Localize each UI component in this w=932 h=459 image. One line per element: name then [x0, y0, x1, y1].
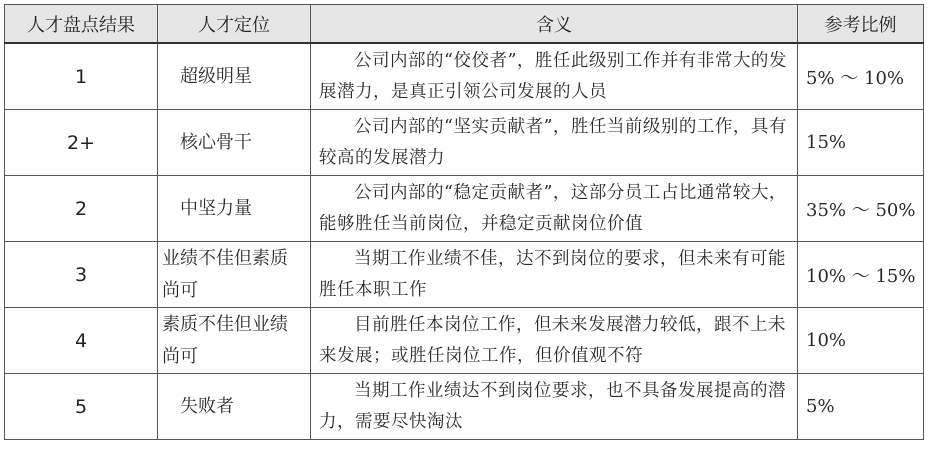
- cell-result: 2+: [5, 110, 158, 176]
- header-meaning: 含义: [311, 5, 798, 44]
- cell-position: 核心骨干: [158, 110, 311, 176]
- header-row: [5, 5, 924, 44]
- cell-ratio: 5% ～ 10%: [798, 43, 924, 110]
- table-row: [5, 374, 924, 440]
- talent-review-table-wrapper: [4, 4, 923, 440]
- cell-ratio: 5%: [798, 374, 924, 440]
- table-body: [5, 43, 924, 440]
- table-row: [5, 242, 924, 308]
- cell-meaning: 目前胜任本岗位工作，但未来发展潜力较低，跟不上未来发展；或胜任岗位工作，但价值观不符: [311, 308, 798, 374]
- cell-position: 业绩不佳但素质尚可: [158, 242, 311, 308]
- cell-position: 超级明星: [158, 43, 311, 110]
- cell-ratio: 35% ～ 50%: [798, 176, 924, 242]
- table-row: [5, 110, 924, 176]
- cell-result: 5: [5, 374, 158, 440]
- table-row: [5, 308, 924, 374]
- header-result: 人才盘点结果: [5, 5, 158, 44]
- cell-meaning: 公司内部的“佼佼者”，胜任此级别工作并有非常大的发展潜力，是真正引领公司发展的人员: [311, 43, 798, 110]
- cell-meaning: 公司内部的“稳定贡献者”，这部分员工占比通常较大，能够胜任当前岗位，并稳定贡献岗位价值: [311, 176, 798, 242]
- cell-ratio: 15%: [798, 110, 924, 176]
- header-position: 人才定位: [158, 5, 311, 44]
- header-ratio: 参考比例: [798, 5, 924, 44]
- cell-position: 失败者: [158, 374, 311, 440]
- table-header: [5, 5, 924, 44]
- cell-result: 2: [5, 176, 158, 242]
- cell-meaning: 公司内部的“坚实贡献者”，胜任当前级别的工作，具有较高的发展潜力: [311, 110, 798, 176]
- talent-review-table: [4, 4, 924, 440]
- cell-result: 1: [5, 43, 158, 110]
- table-row: [5, 176, 924, 242]
- cell-position: 素质不佳但业绩尚可: [158, 308, 311, 374]
- cell-result: 4: [5, 308, 158, 374]
- cell-meaning: 当期工作业绩不佳，达不到岗位的要求，但未来有可能胜任本职工作: [311, 242, 798, 308]
- cell-ratio: 10%: [798, 308, 924, 374]
- cell-position: 中坚力量: [158, 176, 311, 242]
- cell-result: 3: [5, 242, 158, 308]
- table-row: [5, 43, 924, 110]
- cell-meaning: 当期工作业绩达不到岗位要求，也不具备发展提高的潜力，需要尽快淘汰: [311, 374, 798, 440]
- cell-ratio: 10% ～ 15%: [798, 242, 924, 308]
